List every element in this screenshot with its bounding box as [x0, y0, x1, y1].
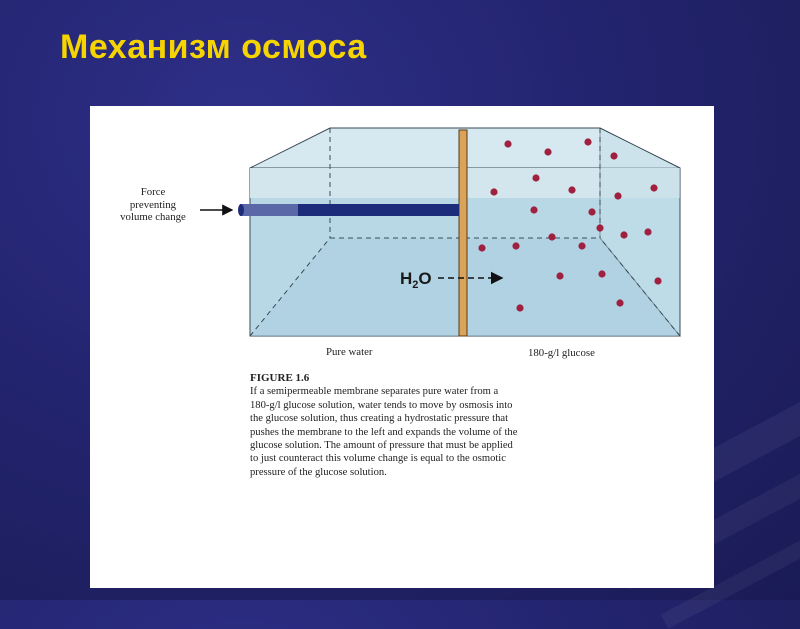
figure-caption [250, 372, 580, 479]
force-label: Force preventing volume change [120, 186, 186, 223]
caption-title: FIGURE 1.6 [250, 372, 310, 384]
solute-particle [654, 277, 661, 284]
caption-line: pressure of the glucose solution. [250, 466, 387, 478]
solute-particle [584, 138, 591, 145]
solute-particle [620, 231, 627, 238]
solute-particle [610, 152, 617, 159]
caption-line: to just counteract this volume change is equal to the osmotic [250, 453, 506, 465]
solute-particle [568, 186, 575, 193]
figure-panel [90, 106, 714, 588]
solute-particle [512, 242, 519, 249]
solute-particle [598, 270, 605, 277]
semipermeable-membrane [459, 130, 467, 336]
caption-line: glucose solution. The amount of pressure that must be applied [250, 440, 513, 452]
solute-particle [596, 224, 603, 231]
caption-line: the glucose solution, thus creating a hydrostatic pressure that [250, 413, 509, 425]
h2o-label: $H_2O$ [400, 269, 432, 291]
solute-particle [588, 208, 595, 215]
solute-particle [614, 192, 621, 199]
solute-particle [616, 299, 623, 306]
osmosis-diagram [90, 106, 714, 588]
piston-rod-end [238, 204, 244, 216]
pure-water-label: Pure water [326, 346, 373, 358]
solute-particle [532, 174, 539, 181]
solute-particle [548, 233, 555, 240]
slide-title: Механизм осмоса [60, 28, 367, 66]
solute-particle [578, 242, 585, 249]
solute-particle [478, 244, 485, 251]
solute-particle [644, 228, 651, 235]
caption-line: 180-g/l glucose solution, water tends to move by osmosis into [250, 399, 513, 411]
solute-particle [504, 140, 511, 147]
glucose-label: 180-g/l glucose [528, 347, 595, 359]
caption-line: If a semipermeable membrane separates pure water from a [250, 386, 499, 398]
solute-particle [530, 206, 537, 213]
solute-particle [544, 148, 551, 155]
caption-line: pushes the membrane to the left and expands the volume of the [250, 426, 518, 438]
solute-particle [490, 188, 497, 195]
piston-rod-light [240, 204, 298, 216]
solute-particle [516, 304, 523, 311]
solute-particle [556, 272, 563, 279]
solute-particle [650, 184, 657, 191]
